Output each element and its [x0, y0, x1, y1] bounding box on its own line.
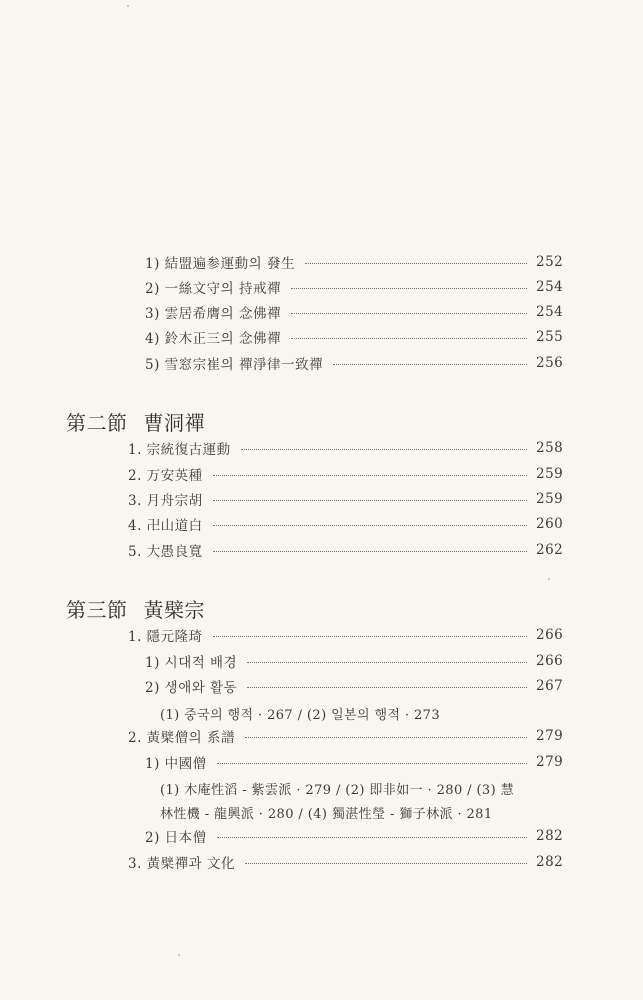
paper-speck	[548, 578, 550, 580]
toc-entry-label: 2. 万安英種	[128, 468, 203, 484]
toc-entry	[128, 462, 564, 486]
subentry-note-line1: (1) 木庵性滔 - 紫雲派 · 279 / (2) 即非如一 · 280 / (3) 慧	[160, 783, 515, 798]
leader-dots	[213, 636, 527, 637]
section-number: 第二節	[66, 411, 128, 435]
toc-entry-page: 260	[536, 516, 564, 532]
toc-entry-label: 3. 黃檗禪과 文化	[128, 856, 236, 872]
toc-entry	[145, 275, 564, 299]
toc-entry-page: 267	[536, 678, 564, 694]
toc-entry	[128, 538, 564, 562]
toc-entry-page: 259	[536, 466, 564, 482]
toc-entry-page: 266	[536, 627, 564, 643]
toc-entry-label: 1) 시대적 배경	[145, 655, 238, 671]
toc-entry-page: 279	[536, 728, 564, 744]
leader-dots	[213, 475, 527, 476]
toc-entry-page: 254	[536, 304, 564, 320]
leader-dots	[217, 837, 527, 838]
leader-dots	[291, 288, 527, 289]
leader-dots	[291, 338, 527, 339]
paper-speck	[127, 5, 129, 7]
leader-dots	[213, 551, 527, 552]
toc-entry-label: 5) 雪窓宗崔의 禪淨律一致禪	[145, 357, 323, 373]
subentry-note: (1) 중국의 행적 · 267 / (2) 일본의 행적 · 273	[160, 708, 441, 723]
toc-entry	[145, 750, 564, 774]
toc-entry-label: 3) 雲居希膺의 念佛禪	[145, 306, 281, 322]
toc-entry-page: 262	[536, 542, 564, 558]
toc-entry-page: 254	[536, 279, 564, 295]
toc-entry-page: 266	[536, 653, 564, 669]
toc-entry-page: 256	[536, 355, 564, 371]
toc-entry-label: 2) 생애와 활동	[145, 680, 238, 696]
toc-entry	[145, 250, 564, 274]
leader-dots	[213, 500, 527, 501]
toc-entry-label: 1) 中國僧	[145, 756, 207, 772]
toc-entry-label: 2. 黃檗僧의 系譜	[128, 730, 236, 746]
toc-entry-label: 5. 大愚良寬	[128, 544, 203, 560]
leader-dots	[291, 313, 527, 314]
toc-entry-page: 282	[536, 854, 564, 870]
section-heading	[66, 594, 205, 623]
toc-entry-label: 4) 鈴木正三의 念佛禪	[145, 331, 281, 347]
toc-entry	[128, 512, 564, 536]
toc-entry	[128, 436, 564, 460]
toc-entry-label: 1) 結盟遍参運動의 發生	[145, 256, 295, 272]
leader-dots	[245, 737, 527, 738]
toc-entry-page: 258	[536, 440, 564, 456]
toc-entry	[128, 623, 564, 647]
toc-entry-label: 4. 卍山道白	[128, 518, 203, 534]
leader-dots	[241, 449, 527, 450]
section-title: 黃檗宗	[143, 598, 205, 622]
toc-entry-label: 1. 宗統復古運動	[128, 442, 231, 458]
toc-entry	[145, 824, 564, 848]
leader-dots	[247, 662, 527, 663]
toc-entry	[145, 300, 564, 324]
section-heading	[66, 407, 205, 436]
leader-dots	[247, 687, 527, 688]
toc-entry-label: 2) 日本僧	[145, 830, 207, 846]
leader-dots	[217, 763, 527, 764]
toc-entry-label: 2) 一絲文守의 持戒禪	[145, 281, 281, 297]
toc-entry-page: 282	[536, 828, 564, 844]
section-number: 第三節	[66, 598, 128, 622]
section-title: 曹洞禪	[143, 411, 205, 435]
leader-dots	[213, 525, 527, 526]
toc-entry	[145, 674, 564, 698]
toc-entry	[145, 351, 564, 375]
toc-entry-page: 259	[536, 491, 564, 507]
paper-speck	[178, 954, 180, 956]
leader-dots	[305, 263, 527, 264]
toc-entry	[145, 325, 564, 349]
toc-entry	[145, 649, 564, 673]
toc-entry-page: 279	[536, 754, 564, 770]
leader-dots	[245, 863, 527, 864]
leader-dots	[333, 364, 527, 365]
toc-entry	[128, 850, 564, 874]
toc-entry-label: 3. 月舟宗胡	[128, 493, 203, 509]
subentry-note-line2: 林性機 - 龍興派 · 280 / (4) 獨湛性瑩 - 獅子林派 · 281	[160, 807, 493, 822]
toc-entry-page: 255	[536, 329, 564, 345]
toc-entry	[128, 724, 564, 748]
toc-entry-page: 252	[536, 254, 564, 270]
toc-entry	[128, 487, 564, 511]
toc-entry-label: 1. 隱元隆琦	[128, 629, 203, 645]
